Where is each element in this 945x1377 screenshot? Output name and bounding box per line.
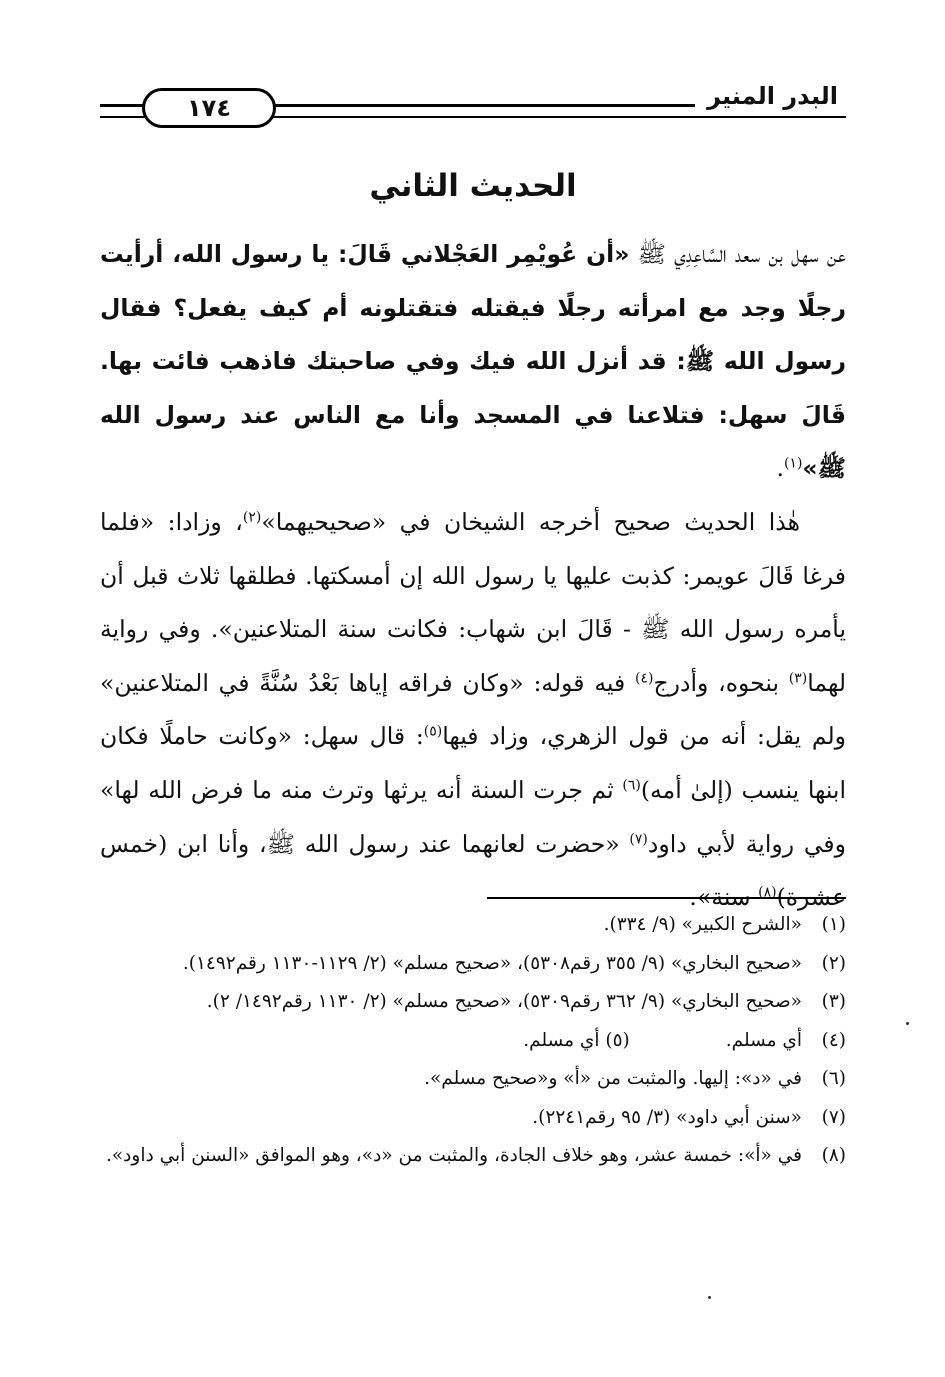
footnote-text: في «أ»: خمسة عشر، وهو خلاف الجادة، والمثبت من «د»، وهو الموافق «السنن أبي داود».: [105, 1145, 802, 1166]
text-segment: «حضرت لعانهما عند رسول الله ﷺ، وأنا ابن (خمس عشرة): [100, 829, 846, 912]
text-segment: فيه قوله: «وكان فراقه إياها بَعْدُ سُنَّةً في المتلاعنين» ولم يقل: أنه من قول الزهري، وزاد فيها: [100, 668, 846, 751]
text-segment: عن سهل بن سعد السَّاعِدِي ﷺ: [629, 240, 846, 268]
footnote: [100, 1060, 846, 1099]
footnote-text: أي مسلم.: [725, 1029, 802, 1051]
page-number: ١٧٤: [142, 88, 276, 128]
footnote-marker: (٨): [758, 884, 777, 901]
text-segment: سنة».: [689, 883, 759, 912]
body-text: [100, 228, 846, 925]
section-heading: الحديث الثاني: [369, 168, 577, 204]
footnote-text: في «د»: إليها. والمثبت من «أ» و«صحيح مسلم».: [424, 1068, 802, 1089]
footnote: [100, 906, 846, 945]
footnote-marker: (٢): [242, 509, 262, 526]
text-segment: ثم جرت السنة أنه يرثها وترث منه ما فرض الله لها» وفي رواية لأبي داود: [100, 775, 846, 858]
text-segment: بنحوه، وأدرج: [653, 668, 789, 697]
footnote: [100, 983, 846, 1022]
footnote-text: «الشرح الكبير» (٩/ ٣٣٤).: [603, 914, 802, 935]
running-header: [100, 82, 846, 132]
footnote-marker: (٣): [788, 670, 808, 687]
footnote-marker: (٧): [629, 831, 648, 848]
footnote-number: (٨): [821, 1145, 846, 1166]
text-segment: ، وزادا: «فلما فرغا قَالَ عويمر: كذبت عليها يا رسول الله إن أمسكتها. فطلقها ثلاث قبل أن يأمره رسول الله ﷺ - قَالَ ابن شهاب: فكانت سنة المتلاعنين». وفي رواية لهما: [100, 507, 846, 697]
body-paragraph: [100, 496, 846, 925]
footnote-number: (٢): [821, 952, 846, 974]
footnote: [100, 1099, 846, 1138]
footnote-separator: [487, 897, 846, 899]
footnote-number: (٣): [821, 991, 846, 1012]
footnote-text: «صحيح البخاري» (٩/ ٣٥٥ رقم٥٣٠٨)، «صحيح مسلم» (٢/ ١١٢٩-١١٣٠ رقم١٤٩٢).: [182, 952, 802, 974]
footnote-number: (٦): [821, 1068, 846, 1089]
footnote-marker: (١): [783, 455, 803, 472]
footnote-text: أي مسلم.: [523, 1029, 606, 1051]
book-title: البدر المنير: [695, 82, 846, 110]
footnote-number: (٧): [821, 1106, 846, 1128]
footnote-inline: [523, 1030, 630, 1051]
text-segment: : قال سهل: «وكانت حاملًا فكان ابنها ينسب (إلىٰ أمه): [100, 722, 846, 804]
footnote: [100, 1137, 846, 1176]
footnote-marker: (٦): [622, 777, 641, 794]
footnote: [100, 1022, 846, 1061]
footnote-number: (٥): [605, 1029, 630, 1051]
text-segment: .: [776, 454, 784, 483]
footnote-marker: (٤): [635, 670, 654, 687]
footnote-text: «صحيح البخاري» (٩/ ٣٦٢ رقم٥٣٠٩)، «صحيح مسلم» (٢/ ١١٣٠ رقم١٤٩٢/ ٢).: [206, 991, 802, 1012]
footnote-marker: (٥): [423, 723, 443, 740]
body-paragraph: [100, 228, 846, 496]
scan-speck: [708, 1296, 711, 1299]
scan-speck: [906, 1022, 909, 1025]
text-segment: هٰذا الحديث صحيح أخرجه الشيخان في «صحيحيهما»: [261, 507, 800, 536]
footnote-number: (٤): [821, 1029, 846, 1051]
footnote-number: (١): [821, 914, 846, 935]
footnote-text: «سنن أبي داود» (٣/ ٩٥ رقم٢٢٤١).: [532, 1106, 802, 1128]
hadith-quote: «أن عُويْمِر العَجْلاني قَالَ: يا رسول الله، أرأيت رجلًا وجد مع امرأته رجلًا فيقتله فتقتلونه أم كيف يفعل؟ فقال رسول الله ﷺ: قد أنزل الله فيك وفي صاحبتك فاذهب فائت بها. قَالَ سهل: فتلاعنا في المسجد وأنا مع الناس عند رسول الله ﷺ»: [100, 240, 846, 483]
footnote: [100, 945, 846, 984]
footnotes: [100, 906, 846, 1176]
